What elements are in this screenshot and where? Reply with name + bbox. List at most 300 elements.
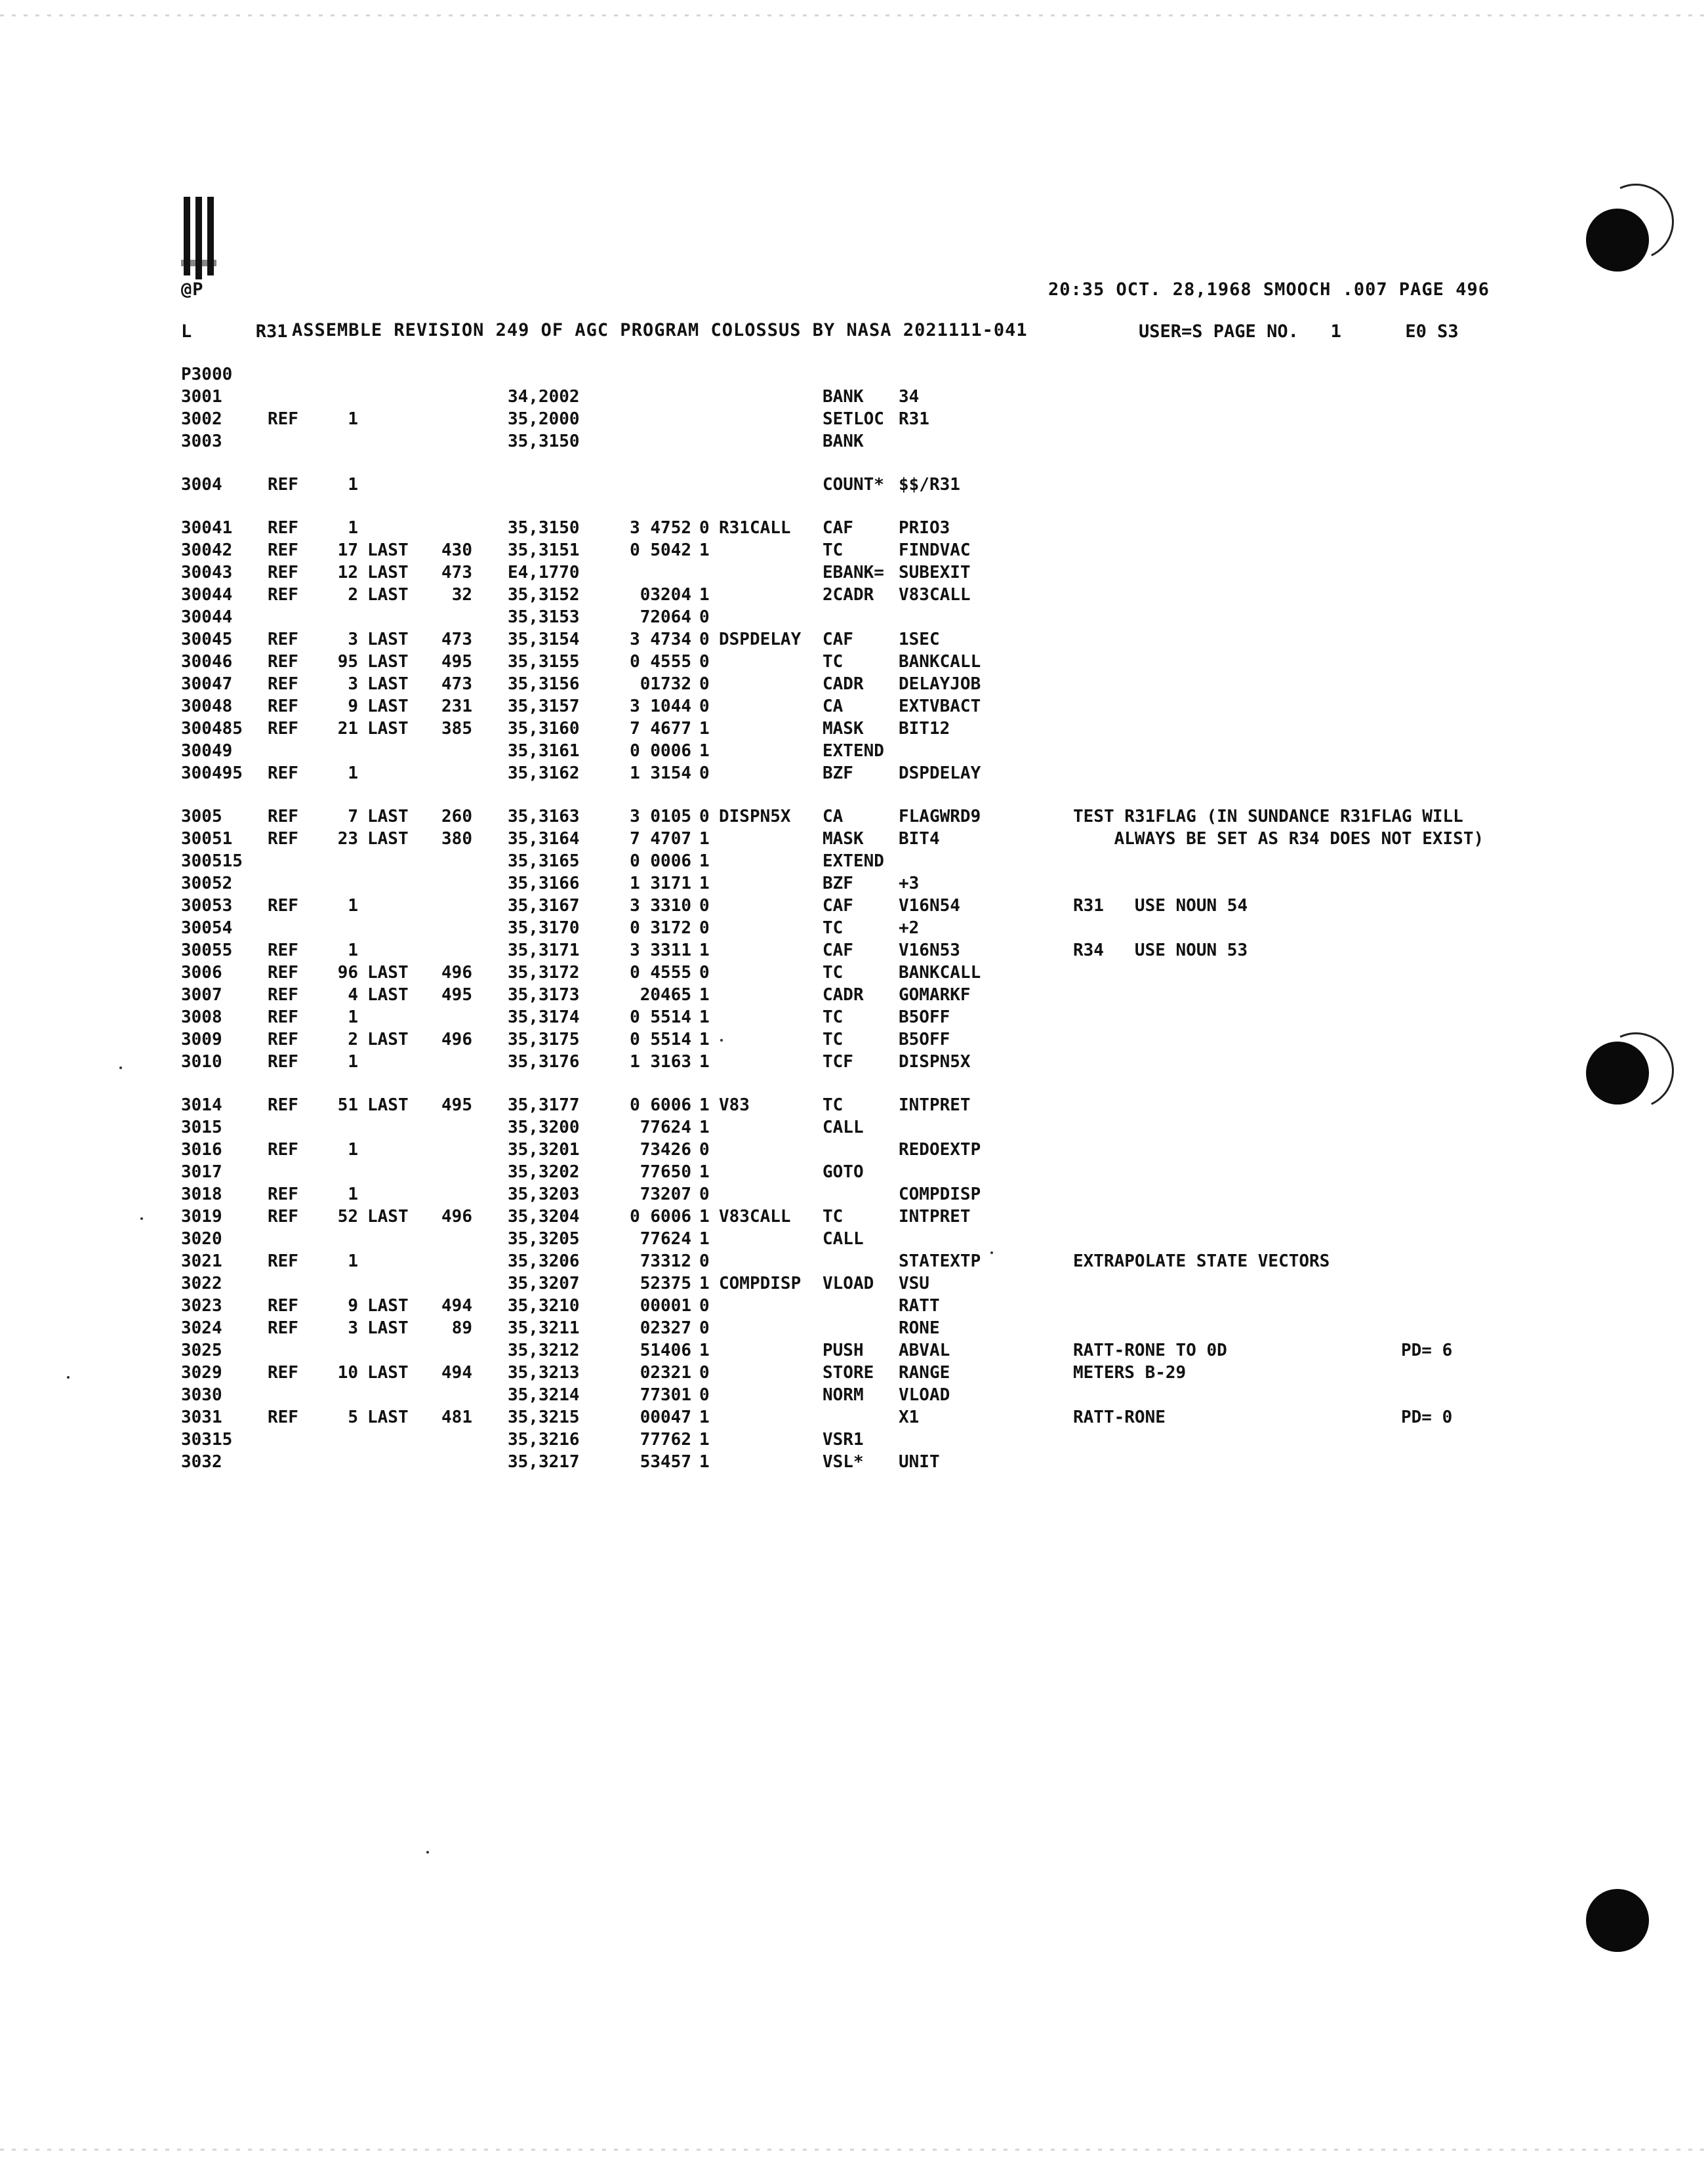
location-counter: 30048 — [181, 697, 233, 716]
location-counter: 30044 — [181, 607, 233, 627]
location-counter: 3005 — [181, 807, 222, 826]
location-counter: 30043 — [181, 563, 233, 582]
operand: BIT12 — [899, 719, 950, 739]
last-line: 473 — [441, 674, 472, 694]
octal-word: 73207 — [640, 1185, 691, 1204]
symbol-label: V83 — [719, 1095, 750, 1115]
location-counter: 3032 — [181, 1452, 222, 1472]
address: 35,3204 — [508, 1207, 580, 1227]
operand: R31 — [899, 409, 929, 429]
address: 35,3200 — [508, 1118, 580, 1137]
opcode: TC — [823, 1007, 844, 1027]
last-marker: LAST — [367, 674, 409, 694]
listing-row — [181, 540, 1624, 563]
parity: 0 — [699, 1251, 710, 1271]
last-line: 496 — [441, 1030, 472, 1049]
ref-count: 1 — [348, 763, 358, 783]
parity: 0 — [699, 518, 710, 538]
octal-word: 0 5514 — [630, 1030, 691, 1049]
octal-word: 3 3310 — [630, 896, 691, 916]
operand: DELAYJOB — [899, 674, 981, 694]
ref-count: 52 — [337, 1207, 358, 1227]
header-stamp: 20:35 OCT. 28,1968 SMOOCH .007 PAGE 496 — [1048, 279, 1490, 300]
address: 35,3162 — [508, 763, 580, 783]
opcode: CA — [823, 697, 844, 716]
octal-word: 53457 — [640, 1452, 691, 1472]
last-marker: LAST — [367, 1318, 409, 1338]
ref-count: 1 — [348, 1052, 358, 1072]
octal-word: 00047 — [640, 1408, 691, 1427]
location-counter: 3016 — [181, 1140, 222, 1160]
ref-count: 1 — [348, 518, 358, 538]
octal-word: 3 1044 — [630, 697, 691, 716]
operand: RONE — [899, 1318, 940, 1338]
ref-marker: REF — [268, 1251, 298, 1271]
location-counter: 3006 — [181, 963, 222, 983]
listing-row — [181, 763, 1624, 786]
operand: BIT4 — [899, 829, 940, 849]
opcode: EBANK= — [823, 563, 884, 582]
listing-row — [181, 1430, 1624, 1452]
opcode: CAF — [823, 630, 853, 649]
ref-count: 9 — [348, 1296, 358, 1316]
operand: $$/R31 — [899, 475, 960, 495]
address: 35,3153 — [508, 607, 580, 627]
location-counter: 3031 — [181, 1408, 222, 1427]
symbol-label: R31CALL — [719, 518, 791, 538]
ref-marker: REF — [268, 1030, 298, 1049]
listing-row — [181, 607, 1624, 630]
parity: 1 — [699, 1052, 710, 1072]
parity: 0 — [699, 607, 710, 627]
parity: 1 — [699, 1452, 710, 1472]
ref-marker: REF — [268, 941, 298, 960]
parity: 1 — [699, 1274, 710, 1293]
comment: RATT-RONE TO 0D — [1073, 1341, 1227, 1360]
address: 35,3202 — [508, 1162, 580, 1182]
listing-row — [181, 719, 1624, 741]
location-counter: 3024 — [181, 1318, 222, 1338]
listing-row — [181, 1052, 1624, 1074]
ref-marker: REF — [268, 630, 298, 649]
listing-row — [181, 1118, 1624, 1140]
last-marker: LAST — [367, 563, 409, 582]
opcode: CAF — [823, 941, 853, 960]
operand: VLOAD — [899, 1385, 950, 1405]
listing-row — [181, 941, 1624, 963]
last-marker: LAST — [367, 1408, 409, 1427]
address: 35,3201 — [508, 1140, 580, 1160]
octal-word: 20465 — [640, 985, 691, 1005]
opcode: VSL* — [823, 1452, 864, 1472]
parity: 0 — [699, 674, 710, 694]
parity: 0 — [699, 1385, 710, 1405]
parity: 0 — [699, 1140, 710, 1160]
location-counter: 3004 — [181, 475, 222, 495]
operand: V83CALL — [899, 585, 971, 605]
listing-row — [181, 807, 1624, 829]
last-marker: LAST — [367, 1363, 409, 1383]
parity: 1 — [699, 719, 710, 739]
location-counter: 30055 — [181, 941, 233, 960]
opcode: CADR — [823, 674, 864, 694]
last-marker: LAST — [367, 719, 409, 739]
operand: V16N53 — [899, 941, 960, 960]
listing-row — [181, 1385, 1624, 1408]
parity: 1 — [699, 1207, 710, 1227]
ref-count: 1 — [348, 896, 358, 916]
listing-row — [181, 585, 1624, 607]
ref-marker: REF — [268, 1007, 298, 1027]
octal-word: 52375 — [640, 1274, 691, 1293]
last-marker: LAST — [367, 1095, 409, 1115]
parity: 1 — [699, 1118, 710, 1137]
ref-count: 1 — [348, 409, 358, 429]
symbol-label: COMPDISP — [719, 1274, 802, 1293]
listing-row — [181, 1162, 1624, 1185]
ref-marker: REF — [268, 674, 298, 694]
ref-count: 7 — [348, 807, 358, 826]
location-counter: 3023 — [181, 1296, 222, 1316]
address: 35,3207 — [508, 1274, 580, 1293]
location-counter: P3000 — [181, 365, 233, 384]
listing-row — [181, 1030, 1624, 1052]
octal-word: 72064 — [640, 607, 691, 627]
ref-count: 2 — [348, 1030, 358, 1049]
opcode: CAF — [823, 518, 853, 538]
operand: FLAGWRD9 — [899, 807, 981, 826]
address: 35,3165 — [508, 851, 580, 871]
last-marker: LAST — [367, 1296, 409, 1316]
ref-marker: REF — [268, 963, 298, 983]
address: 35,3154 — [508, 630, 580, 649]
ref-marker: REF — [268, 1318, 298, 1338]
ref-marker: REF — [268, 1363, 298, 1383]
last-marker: LAST — [367, 585, 409, 605]
ref-count: 1 — [348, 1185, 358, 1204]
location-counter: 3017 — [181, 1162, 222, 1182]
operand: RANGE — [899, 1363, 950, 1383]
listing-row — [181, 1185, 1624, 1207]
location-counter: 3008 — [181, 1007, 222, 1027]
octal-word: 3 4752 — [630, 518, 691, 538]
location-counter: 30052 — [181, 874, 233, 893]
octal-word: 01732 — [640, 674, 691, 694]
location-counter: 30049 — [181, 741, 233, 761]
parity: 0 — [699, 963, 710, 983]
listing-row — [181, 1007, 1624, 1030]
last-line: 473 — [441, 630, 472, 649]
last-line: 481 — [441, 1408, 472, 1427]
ref-marker: REF — [268, 1185, 298, 1204]
ref-marker: REF — [268, 1052, 298, 1072]
parity: 0 — [699, 807, 710, 826]
ref-marker: REF — [268, 652, 298, 672]
ref-count: 1 — [348, 1140, 358, 1160]
ref-count: 3 — [348, 1318, 358, 1338]
location-counter: 30041 — [181, 518, 233, 538]
address: 35,3174 — [508, 1007, 580, 1027]
listing-row — [181, 963, 1624, 985]
address: 35,3152 — [508, 585, 580, 605]
parity: 0 — [699, 896, 710, 916]
parity: 1 — [699, 851, 710, 871]
ref-marker: REF — [268, 985, 298, 1005]
location-counter: 30045 — [181, 630, 233, 649]
last-marker: LAST — [367, 985, 409, 1005]
opcode: VSR1 — [823, 1430, 864, 1450]
bottom-scan-edge — [0, 2149, 1708, 2151]
listing-row — [181, 1296, 1624, 1318]
parity: 1 — [699, 1095, 710, 1115]
listing-row — [181, 1229, 1624, 1251]
last-line: 473 — [441, 563, 472, 582]
ref-count: 12 — [337, 563, 358, 582]
last-line: 89 — [451, 1318, 472, 1338]
parity: 0 — [699, 697, 710, 716]
ref-marker: REF — [268, 1296, 298, 1316]
parity: 1 — [699, 1430, 710, 1450]
octal-word: 00001 — [640, 1296, 691, 1316]
address: 35,3214 — [508, 1385, 580, 1405]
opcode: BANK — [823, 387, 864, 407]
ref-count: 23 — [337, 829, 358, 849]
last-line: 496 — [441, 1207, 472, 1227]
operand: B5OFF — [899, 1030, 950, 1049]
listing-row — [181, 1452, 1624, 1474]
symbol-label: V83CALL — [719, 1207, 791, 1227]
ref-count: 1 — [348, 475, 358, 495]
parity: 0 — [699, 1363, 710, 1383]
address: 35,3160 — [508, 719, 580, 739]
ref-count: 1 — [348, 941, 358, 960]
pushdown-note: PD= 0 — [1401, 1408, 1453, 1427]
address: 35,3150 — [508, 518, 580, 538]
operand: COMPDISP — [899, 1185, 981, 1204]
last-marker: LAST — [367, 630, 409, 649]
operand: UNIT — [899, 1452, 940, 1472]
ref-marker: REF — [268, 763, 298, 783]
ref-marker: REF — [268, 563, 298, 582]
address: 35,3172 — [508, 963, 580, 983]
last-marker: LAST — [367, 807, 409, 826]
operand: RATT — [899, 1296, 940, 1316]
address: 35,3161 — [508, 741, 580, 761]
last-line: 385 — [441, 719, 472, 739]
operand: PRIO3 — [899, 518, 950, 538]
parity: 0 — [699, 1296, 710, 1316]
ref-count: 4 — [348, 985, 358, 1005]
listing-row — [181, 1363, 1624, 1385]
listing-row — [181, 918, 1624, 941]
ref-marker: REF — [268, 1207, 298, 1227]
listing-row — [181, 1207, 1624, 1229]
subheader-right: USER=S PAGE NO. 1 E0 S3 — [1139, 321, 1459, 342]
symbol-label: DISPN5X — [719, 807, 791, 826]
opcode: BANK — [823, 432, 864, 451]
opcode: BZF — [823, 874, 853, 893]
listing-row — [181, 1341, 1624, 1363]
operand: STATEXTP — [899, 1251, 981, 1271]
octal-word: 0 3172 — [630, 918, 691, 938]
location-counter: 3001 — [181, 387, 222, 407]
octal-word: 0 4555 — [630, 652, 691, 672]
location-counter: 300485 — [181, 719, 243, 739]
comment: METERS B-29 — [1073, 1363, 1187, 1383]
location-counter: 3014 — [181, 1095, 222, 1115]
location-counter: 3018 — [181, 1185, 222, 1204]
address: 35,3213 — [508, 1363, 580, 1383]
octal-word: 0 5514 — [630, 1007, 691, 1027]
listing-row — [181, 1140, 1624, 1162]
octal-word: 77650 — [640, 1162, 691, 1182]
last-marker: LAST — [367, 540, 409, 560]
operand: FINDVAC — [899, 540, 971, 560]
last-line: 494 — [441, 1296, 472, 1316]
opcode: EXTEND — [823, 741, 884, 761]
parity: 1 — [699, 1408, 710, 1427]
address: 34,2002 — [508, 387, 580, 407]
comment: EXTRAPOLATE STATE VECTORS — [1073, 1251, 1330, 1271]
parity: 0 — [699, 630, 710, 649]
listing-row — [181, 874, 1624, 896]
comment: RATT-RONE — [1073, 1408, 1166, 1427]
listing-row — [181, 674, 1624, 697]
ref-marker: REF — [268, 719, 298, 739]
ref-count: 51 — [337, 1095, 358, 1115]
last-marker: LAST — [367, 652, 409, 672]
opcode: CAF — [823, 896, 853, 916]
subheader-left: L R31 — [181, 321, 288, 342]
location-counter: 30044 — [181, 585, 233, 605]
parity: 1 — [699, 741, 710, 761]
octal-word: 02327 — [640, 1318, 691, 1338]
ref-marker: REF — [268, 585, 298, 605]
comment: R34 USE NOUN 53 — [1073, 941, 1248, 960]
listing-row — [181, 409, 1624, 432]
ref-marker: REF — [268, 807, 298, 826]
operand: REDOEXTP — [899, 1140, 981, 1160]
operand: BANKCALL — [899, 963, 981, 983]
comment: TEST R31FLAG (IN SUNDANCE R31FLAG WILL — [1073, 807, 1463, 826]
octal-word: 7 4677 — [630, 719, 691, 739]
address: 35,3217 — [508, 1452, 580, 1472]
operand: 34 — [899, 387, 920, 407]
last-marker: LAST — [367, 963, 409, 983]
parity: 1 — [699, 829, 710, 849]
location-counter: 3025 — [181, 1341, 222, 1360]
header-prefix: @P — [181, 279, 204, 300]
location-counter: 30046 — [181, 652, 233, 672]
operand: 1SEC — [899, 630, 940, 649]
comment: ALWAYS BE SET AS R34 DOES NOT EXIST) — [1073, 829, 1484, 849]
opcode: TC — [823, 918, 844, 938]
last-marker: LAST — [367, 1207, 409, 1227]
location-counter: 3022 — [181, 1274, 222, 1293]
operand: SUBEXIT — [899, 563, 971, 582]
listing-row — [181, 741, 1624, 763]
opcode: STORE — [823, 1363, 874, 1383]
parity: 1 — [699, 540, 710, 560]
opcode: CADR — [823, 985, 864, 1005]
ref-count: 96 — [337, 963, 358, 983]
operand: DISPN5X — [899, 1052, 971, 1072]
ref-marker: REF — [268, 896, 298, 916]
location-counter: 30047 — [181, 674, 233, 694]
header-title: ASSEMBLE REVISION 249 OF AGC PROGRAM COLOSSUS BY NASA 2021111-041 — [292, 320, 1028, 340]
last-line: 380 — [441, 829, 472, 849]
listing-row — [181, 1408, 1624, 1430]
octal-word: 0 4555 — [630, 963, 691, 983]
octal-word: 0 6006 — [630, 1207, 691, 1227]
listing-row — [181, 1095, 1624, 1118]
location-counter: 30051 — [181, 829, 233, 849]
operand: GOMARKF — [899, 985, 971, 1005]
listing-row — [181, 630, 1624, 652]
parity: 1 — [699, 1030, 710, 1049]
location-counter: 300495 — [181, 763, 243, 783]
operand: BANKCALL — [899, 652, 981, 672]
operand: +2 — [899, 918, 920, 938]
ref-marker: REF — [268, 1140, 298, 1160]
comment: R31 USE NOUN 54 — [1073, 896, 1248, 916]
octal-word: 0 6006 — [630, 1095, 691, 1115]
last-line: 32 — [451, 585, 472, 605]
ref-count: 10 — [337, 1363, 358, 1383]
address: 35,3211 — [508, 1318, 580, 1338]
last-marker: LAST — [367, 829, 409, 849]
parity: 0 — [699, 1185, 710, 1204]
octal-word: 1 3171 — [630, 874, 691, 893]
last-line: 495 — [441, 985, 472, 1005]
opcode: TC — [823, 1030, 844, 1049]
location-counter: 30315 — [181, 1430, 233, 1450]
operand: DSPDELAY — [899, 763, 981, 783]
octal-word: 77624 — [640, 1229, 691, 1249]
octal-word: 77624 — [640, 1118, 691, 1137]
octal-word: 0 5042 — [630, 540, 691, 560]
address: 35,3164 — [508, 829, 580, 849]
scan-speck — [426, 1851, 429, 1854]
parity: 0 — [699, 763, 710, 783]
scan-speck — [119, 1066, 122, 1069]
octal-word: 3 0105 — [630, 807, 691, 826]
address: 35,3176 — [508, 1052, 580, 1072]
address: 35,3170 — [508, 918, 580, 938]
ref-count: 1 — [348, 1251, 358, 1271]
listing-row — [181, 1318, 1624, 1341]
location-counter: 30054 — [181, 918, 233, 938]
opcode: EXTEND — [823, 851, 884, 871]
listing-row — [181, 563, 1624, 585]
operand: EXTVBACT — [899, 697, 981, 716]
opcode: CA — [823, 807, 844, 826]
scan-speck — [990, 1251, 993, 1254]
opcode: SETLOC — [823, 409, 884, 429]
parity: 1 — [699, 1229, 710, 1249]
listing-row — [181, 829, 1624, 851]
operand: INTPRET — [899, 1207, 971, 1227]
location-counter: 300515 — [181, 851, 243, 871]
opcode: TC — [823, 1207, 844, 1227]
ref-count: 5 — [348, 1408, 358, 1427]
address: 35,3167 — [508, 896, 580, 916]
address: E4,1770 — [508, 563, 580, 582]
ref-count: 1 — [348, 1007, 358, 1027]
ref-count: 17 — [337, 540, 358, 560]
ref-marker: REF — [268, 1095, 298, 1115]
operand: ABVAL — [899, 1341, 950, 1360]
